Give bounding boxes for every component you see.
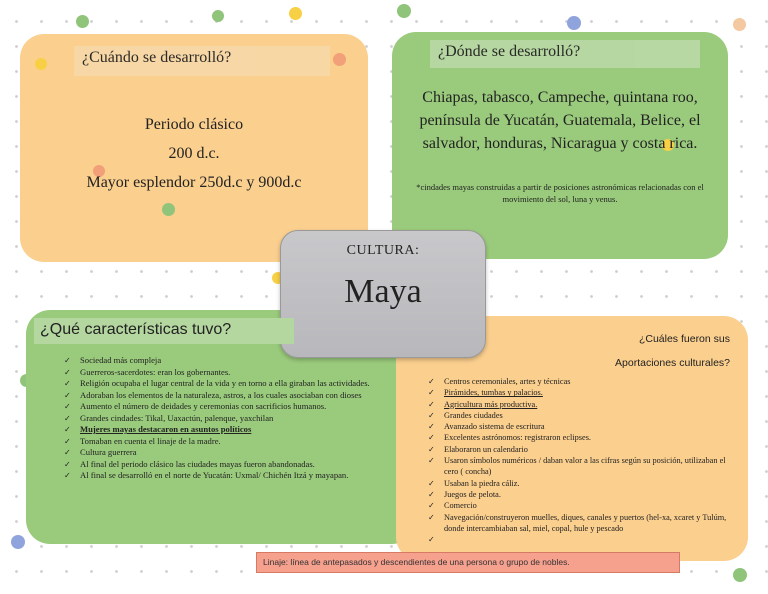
list-item: ✓ Grandes ciudades xyxy=(424,410,734,421)
decor-dot xyxy=(212,10,224,22)
list-item: ✓ Comercio xyxy=(424,500,734,511)
list-item: ✓ Al final se desarrolló en el norte de Yucatán: Uxmal/ Chichén Itzá y mayapan. xyxy=(60,470,378,482)
list-item: ✓ Guerreros-sacerdotes: eran los gobernantes. xyxy=(60,367,378,379)
list-item: ✓ Agricultura más productiva. xyxy=(424,399,734,410)
decor-dot xyxy=(733,568,747,582)
list-item: ✓ Avanzado sistema de escritura xyxy=(424,421,734,432)
list-item xyxy=(424,534,734,545)
list-item: ✓ Centros ceremoniales, artes y técnicas xyxy=(424,376,734,387)
culture-title-box xyxy=(280,230,486,358)
decor-dot xyxy=(397,4,411,18)
decor-dot xyxy=(567,16,581,30)
contributions-heading-line1: ¿Cuáles fueron sus xyxy=(638,333,730,345)
when-content xyxy=(20,110,368,197)
list-item: ✓ Mujeres mayas destacaron en asuntos políticos xyxy=(60,424,378,436)
decor-dot xyxy=(333,53,346,66)
contributions-list xyxy=(424,376,734,545)
list-item: ✓ Adoraban los elementos de la naturaleza, astros, a los cuales asociaban con dioses xyxy=(60,390,378,402)
list-item: ✓ Tomaban en cuenta el linaje de la madre. xyxy=(60,436,378,448)
list-item: ✓ Religión ocupaba el lugar central de la vida y en torno a ella giraban las actividades. xyxy=(60,378,378,390)
list-item: ✓ Usaron símbolos numéricos / daban valor a las cifras según su posición, utilizaban el cero ( concha) xyxy=(424,455,734,478)
footnote-box: Linaje: línea de antepasados y descendientes de una persona o grupo de nobles. xyxy=(256,552,680,573)
when-line: 200 d.c. xyxy=(168,145,220,162)
list-item: ✓ Navegación/construyeron muelles, diques, canales y puertos (hel-xa, xcaret y Tulúm, donde intercambiaban sal, miel, copal, hule y pescado xyxy=(424,512,734,535)
where-heading: ¿Dónde se desarrolló? xyxy=(430,40,700,68)
culture-label: CULTURA: xyxy=(346,243,420,258)
decor-dot xyxy=(35,58,47,70)
list-item: ✓ Al final del periodo clásico las ciudades mayas fueron abandonadas. xyxy=(60,459,378,471)
where-note: *cindades mayas construidas a partir de posiciones astronómicas relacionadas con el movimiento del sol, luna y venus. xyxy=(416,182,704,204)
list-item: ✓ Pirámides, tumbas y palacios. xyxy=(424,387,734,398)
decor-dot xyxy=(76,15,89,28)
list-item: ✓ Aumento el número de deidades y ceremonias con sacrificios humanos. xyxy=(60,401,378,413)
contributions-heading-line2: Aportaciones culturales? xyxy=(615,357,730,369)
list-item: ✓ Sociedad más compleja xyxy=(60,355,378,367)
where-places: Chiapas, tabasco, Campeche, quintana roo, península de Yucatán, Guatemala, Belice, el salvador, honduras, Nicaragua y costa rica. xyxy=(419,89,701,152)
decor-dot xyxy=(733,18,746,31)
characteristics-heading: ¿Qué características tuvo? xyxy=(34,318,294,344)
list-item: ✓ Grandes cindades: Tikal, Uaxactún, palenque, yaxchilan xyxy=(60,413,378,425)
when-line: Periodo clásico xyxy=(144,116,244,133)
list-item: ✓ Juegos de pelota. xyxy=(424,489,734,500)
when-heading: ¿Cuándo se desarrolló? xyxy=(74,46,330,76)
when-line: Mayor esplendor 250d.c y 900d.c xyxy=(86,174,302,191)
culture-title: Maya xyxy=(344,273,422,310)
decor-dot xyxy=(289,7,302,20)
list-item: ✓ Excelentes astrónomos: registraron eclipses. xyxy=(424,432,734,443)
decor-dot xyxy=(162,203,175,216)
decor-dot xyxy=(11,535,25,549)
list-item: ✓ Cultura guerrera xyxy=(60,447,378,459)
characteristics-list xyxy=(60,355,378,482)
list-item: ✓ Elaboraron un calendario xyxy=(424,444,734,455)
list-item: ✓ Usaban la piedra cáliz. xyxy=(424,478,734,489)
